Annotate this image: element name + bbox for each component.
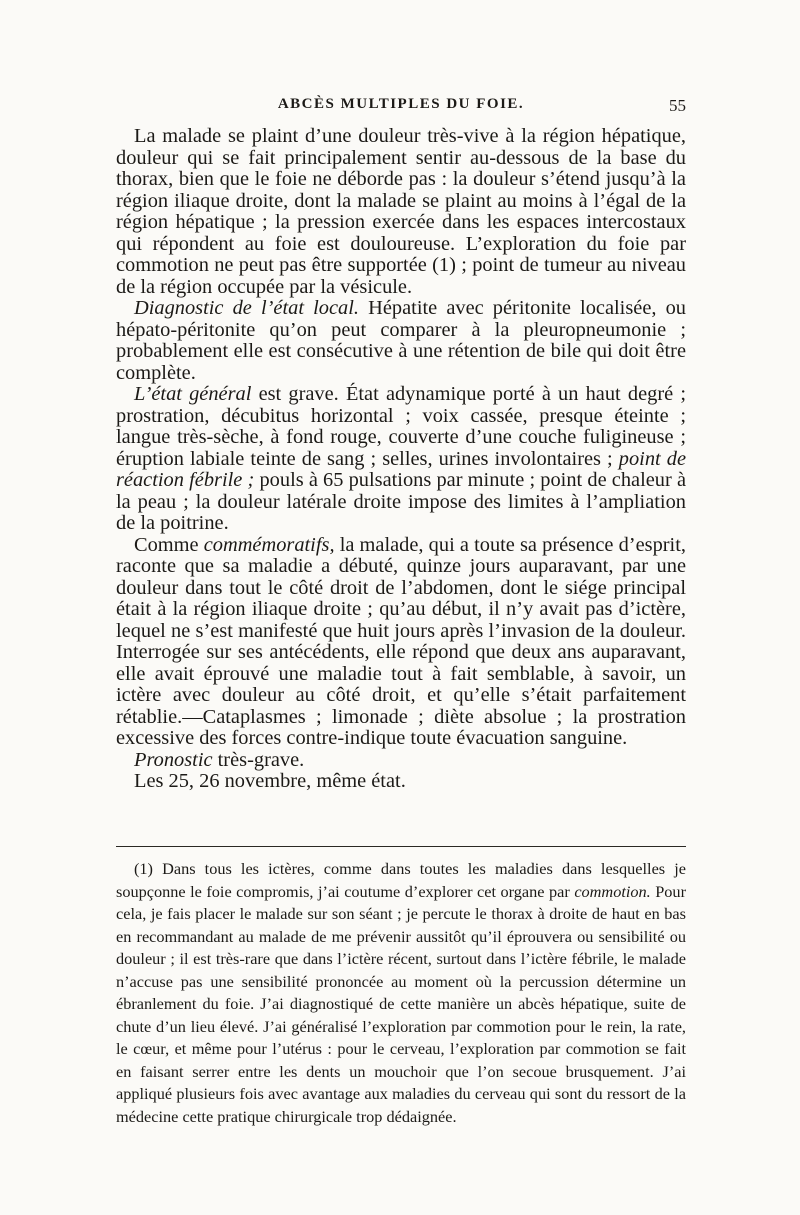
footnote-text: Pour cela, je fais placer le malade sur son séant ; je percute le thorax à droite de haut en bas en recommandant au malade de me prévenir aussitôt qu’il éprouvera ou sensibilité ou douleur ; il est très-rare que dans l’ictère récent, surtout dans l’ictère fébrile, le malade n’accuse pas une sensibilité prononcée au moment où la percussion détermine un ébranlement du foie. J’ai diagnostiqué de cette manière un abcès hépatique, suite de chute d’un lieu élevé. J’ai généralisé l’exploration par commotion pour le rein, la rate, le cœur, et même pour l’utérus : pour le cerveau, l’exploration par commotion se fait en faisant serrer entre les dents un mouchoir que l’on secoue brusquement. J’ai appliqué plusieurs fois avec avantage aux maladies du cerveau qui sont du ressort de la médecine cette pratique chirurgicale trop dédaignée.	[116, 881, 686, 1126]
paragraph-prognosis	[116, 750, 686, 772]
footnote-divider	[116, 846, 686, 847]
italic-phrase: point de réaction fébrile ;	[116, 447, 686, 491]
running-title: ABCÈS MULTIPLES DU FOIE.	[277, 96, 525, 112]
page-number: 55	[669, 96, 686, 115]
paragraph-general-state	[116, 384, 686, 535]
paragraph-text: La malade se plaint d’une douleur très-vive à la région hépatique, douleur qui se fait principalement sentir au-dessous de la base du thorax, bien que le foie ne déborde pas : la douleur s’étend jusqu’à la région iliaque droite, dont la malade se plaint au moins à l’égal de la région hépatique ; la pression exercée dans les espaces intercostaux qui répondent au foie est douloureuse. L’exploration du foie par commotion ne peut pas être supportée (1) ; point de tumeur au niveau de la région occupée par la vésicule.	[116, 125, 686, 298]
paragraph-dates	[116, 771, 686, 793]
paragraph-text: la malade, qui a toute sa présence d’esprit, raconte que sa maladie a débuté, quinze jours auparavant, par une douleur dans tout le côté droit de l’abdomen, dont le siége principal était à la région iliaque droite ; qu’au début, il n’y avait pas d’ictère, lequel ne s’est manifesté que huit jours après l’invasion de la douleur. Interrogée sur ses antécédents, elle répond que deux ans auparavant, elle avait éprouvé une maladie tout à fait semblable, à savoir, un ictère avec douleur au côté droit, et qu’elle s’était parfaitement rétablie.—Cataplasmes ; limonade ; diète absolue ; la prostration excessive des forces contre-indique toute évacuation sanguine.	[116, 533, 686, 749]
footnote-text: (1) Dans tous les ictères, comme dans toutes les maladies dans lesquelles je soupçonne le foie compromis, j’ai coutume d’explorer cet organe par	[116, 859, 686, 901]
section-label-history: commémoratifs,	[203, 533, 335, 556]
section-label-prognosis: Pronostic	[134, 748, 213, 771]
footnote	[116, 858, 686, 1128]
footnote-paragraph	[116, 858, 686, 1128]
paragraph-text: Hépatite avec péritonite localisée, ou hépato-péritonite qu’on peut comparer à la pleuropneumonie ; probablement elle est consécutive à une rétention de bile qui doit être complète.	[116, 297, 686, 384]
paragraph-text: pouls à 65 pulsations par minute ; point de chaleur à la peau ; la douleur latérale droite impose des limites à l’ampliation de la poitrine.	[116, 469, 686, 534]
main-text	[116, 126, 686, 793]
paragraph-history	[116, 535, 686, 750]
paragraph-text: est grave. État adynamique porté à un haut degré ; prostration, décubitus horizontal ; voix cassée, presque éteinte ; langue très-sèche, à fond rouge, couverte d’une couche fuligineuse ; éruption labiale teinte de sang ; selles, urines involontaires ;	[116, 383, 686, 470]
paragraph-text: très-grave.	[212, 748, 305, 771]
section-label-diagnostic: Diagnostic de l’état local.	[134, 297, 360, 319]
paragraph-text: Comme	[134, 533, 204, 556]
running-header	[116, 96, 686, 120]
section-label-general-state: L’état général	[134, 383, 252, 405]
paragraph-diagnostic	[116, 298, 686, 384]
paragraph-symptoms	[116, 126, 686, 298]
paragraph-text: Les 25, 26 novembre, même état.	[134, 770, 406, 792]
footnote-italic: commotion.	[574, 881, 651, 901]
